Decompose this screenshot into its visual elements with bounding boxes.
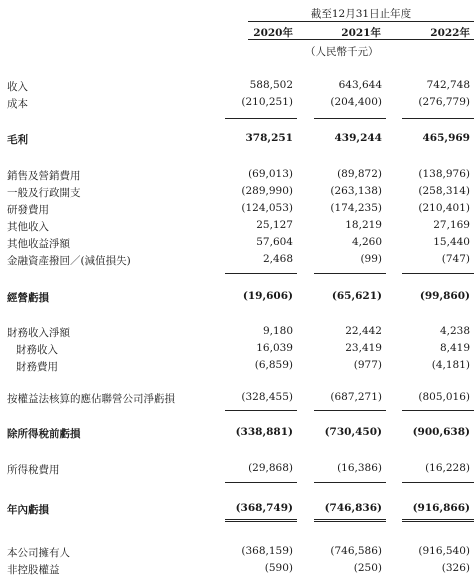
row-label: 毛利 <box>7 134 28 146</box>
row-label: 銷售及營銷費用 <box>7 170 81 182</box>
value-2021: 439,244 <box>334 132 382 144</box>
value-2021: (204,400) <box>330 96 382 108</box>
value-2020: 57,604 <box>256 236 293 248</box>
total-double-rule <box>402 519 474 522</box>
value-2020: (124,053) <box>241 202 293 214</box>
subtotal-rule <box>314 273 386 274</box>
value-2020: (210,251) <box>241 96 293 108</box>
row-label: 研發費用 <box>7 204 49 216</box>
value-2020: (368,749) <box>235 502 293 514</box>
subtotal-rule <box>225 273 297 274</box>
row-label: 財務收入淨額 <box>7 327 70 339</box>
value-2022: (258,314) <box>418 185 470 197</box>
unit-label: （人民幣千元） <box>305 46 379 58</box>
value-2022: 15,440 <box>433 236 470 248</box>
year-2021-header: 2021年 <box>341 27 381 39</box>
total-double-rule <box>225 519 297 522</box>
row-label: 年內虧損 <box>7 504 49 516</box>
year-2020-header: 2020年 <box>253 27 293 39</box>
value-2021: (730,450) <box>324 426 382 438</box>
row-label: 按權益法核算的應佔聯營公司淨虧損 <box>7 393 175 405</box>
row-label: 除所得稅前虧損 <box>7 428 81 440</box>
row-label: 經營虧損 <box>7 292 49 304</box>
subtotal-rule <box>314 482 386 483</box>
value-2020: (338,881) <box>235 426 293 438</box>
subtotal-rule <box>402 410 474 411</box>
row-label: 其他收益淨額 <box>7 238 70 250</box>
value-2020: (328,455) <box>241 391 293 403</box>
value-2021: (746,836) <box>324 502 382 514</box>
total-double-rule <box>314 519 386 522</box>
row-label: 一般及行政開支 <box>7 187 81 199</box>
value-2020: (368,159) <box>241 545 293 557</box>
value-2020: 25,127 <box>256 219 293 231</box>
header-divider <box>248 21 474 22</box>
subtotal-rule <box>402 118 474 119</box>
value-2022: (747) <box>441 253 470 265</box>
value-2021: (16,386) <box>337 462 382 474</box>
value-2022: 4,238 <box>439 325 470 337</box>
value-2022: (326) <box>441 562 470 574</box>
value-2020: (19,606) <box>242 290 293 302</box>
value-2020: 2,468 <box>262 253 293 265</box>
value-2022: (900,638) <box>412 426 470 438</box>
row-label: 財務費用 <box>16 361 58 373</box>
value-2022: (138,976) <box>418 168 470 180</box>
subtotal-rule <box>402 273 474 274</box>
row-label: 財務收入 <box>16 344 58 356</box>
value-2022: 742,748 <box>426 79 470 91</box>
value-2022: (16,228) <box>425 462 470 474</box>
value-2021: (65,621) <box>331 290 382 302</box>
subtotal-rule <box>314 118 386 119</box>
row-label: 其他收入 <box>7 221 49 233</box>
value-2022: 27,169 <box>433 219 470 231</box>
value-2020: (590) <box>264 562 293 574</box>
value-2021: (746,586) <box>330 545 382 557</box>
value-2022: 8,419 <box>439 342 470 354</box>
value-2020: 588,502 <box>249 79 293 91</box>
row-label: 非控股權益 <box>7 564 60 576</box>
value-2021: 4,260 <box>351 236 382 248</box>
year-header-divider <box>248 39 474 40</box>
value-2021: (99) <box>360 253 382 265</box>
value-2021: (174,235) <box>330 202 382 214</box>
value-2022: (210,401) <box>418 202 470 214</box>
row-label: 成本 <box>7 98 28 110</box>
subtotal-rule <box>225 410 297 411</box>
row-label: 金融資產撥回／(減值損失) <box>7 255 131 267</box>
value-2022: (916,540) <box>418 545 470 557</box>
period-title: 截至12月31日止年度 <box>310 8 412 20</box>
subtotal-rule <box>225 118 297 119</box>
value-2022: (4,181) <box>431 359 470 371</box>
subtotal-rule <box>225 482 297 483</box>
value-2021: (687,271) <box>330 391 382 403</box>
value-2021: 18,219 <box>345 219 382 231</box>
value-2021: 643,644 <box>338 79 382 91</box>
row-label: 本公司擁有人 <box>7 547 70 559</box>
value-2020: 16,039 <box>256 342 293 354</box>
value-2020: (289,990) <box>241 185 293 197</box>
value-2022: (99,860) <box>419 290 470 302</box>
value-2022: (916,866) <box>412 502 470 514</box>
value-2021: (89,872) <box>337 168 382 180</box>
value-2020: (29,868) <box>248 462 293 474</box>
value-2022: 465,969 <box>422 132 470 144</box>
row-label: 所得稅費用 <box>7 464 60 476</box>
value-2020: (6,859) <box>254 359 293 371</box>
value-2022: (276,779) <box>418 96 470 108</box>
value-2021: (263,138) <box>330 185 382 197</box>
value-2020: (69,013) <box>248 168 293 180</box>
value-2021: 23,419 <box>345 342 382 354</box>
value-2020: 378,251 <box>245 132 293 144</box>
value-2022: (805,016) <box>418 391 470 403</box>
value-2020: 9,180 <box>262 325 293 337</box>
subtotal-rule <box>314 410 386 411</box>
subtotal-rule <box>402 482 474 483</box>
value-2021: (977) <box>353 359 382 371</box>
value-2021: 22,442 <box>345 325 382 337</box>
row-label: 收入 <box>7 81 28 93</box>
value-2021: (250) <box>353 562 382 574</box>
year-2022-header: 2022年 <box>430 27 470 39</box>
